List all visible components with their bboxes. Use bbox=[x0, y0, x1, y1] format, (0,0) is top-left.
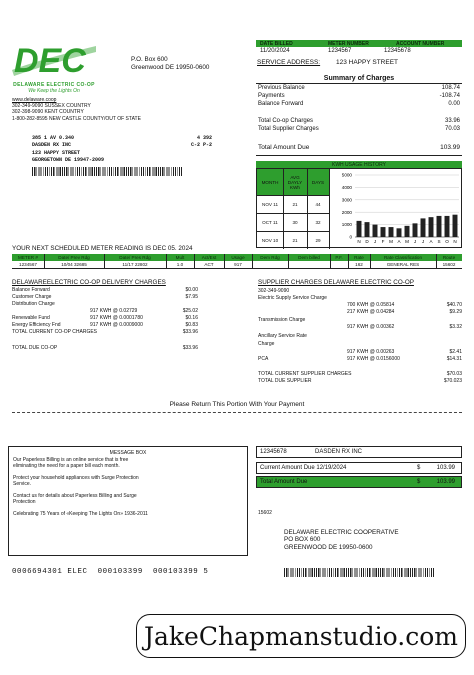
date-billed-label: DATE BILLED bbox=[260, 40, 293, 47]
chart-bar bbox=[357, 221, 362, 237]
meter-col: Rate bbox=[354, 255, 364, 260]
supplier-charges-section bbox=[258, 279, 462, 419]
chart-bar bbox=[453, 215, 458, 237]
chart-x-tick-label: D bbox=[365, 239, 369, 244]
coop-charge-row: Balance Forward $0.00 bbox=[12, 287, 198, 294]
supplier-phone: 302-349-9090 bbox=[258, 288, 290, 294]
meter-col: Dem Rdg bbox=[260, 255, 280, 260]
chart-bar bbox=[437, 216, 442, 237]
usage-row: NOV 11 21 44 bbox=[257, 195, 329, 213]
supplier-line-label: Charge bbox=[258, 341, 275, 347]
chart-bar bbox=[389, 227, 394, 237]
summary-total bbox=[258, 144, 460, 153]
supplier-total-due-value: $70.023 bbox=[443, 378, 462, 384]
chart-x-tick-label: F bbox=[381, 239, 385, 244]
usage-row: OCT 11 30 32 bbox=[257, 213, 329, 231]
chart-bar bbox=[365, 222, 370, 237]
coop-total-current-label: TOTAL CURRENT CO-OP CHARGES bbox=[12, 329, 98, 336]
chart-bar bbox=[413, 223, 418, 237]
meter-col: Date/ Prev Rdg bbox=[58, 255, 90, 260]
chart-x-tick-label: N bbox=[357, 239, 361, 244]
meter-table-row: 1234567 10/04 32685 11/17 22802 1.0 ACT 917 162 GENERAL RES 15602 bbox=[12, 261, 462, 269]
stub-payee-address bbox=[284, 529, 399, 551]
chart-y-tick-label: 4000 bbox=[341, 185, 352, 190]
coop-total-due-label: TOTAL DUE CO-OP bbox=[12, 345, 58, 352]
message-paragraph: Our Paperless Billing is an online service that is free eliminating the need for a paper bill each month. bbox=[13, 457, 129, 469]
chart-bar bbox=[405, 226, 410, 237]
usage-history-title: KWH USAGE HISTORY bbox=[332, 161, 386, 168]
chart-x-tick-label: A bbox=[429, 239, 433, 244]
meter-col: Act/Est bbox=[201, 255, 217, 260]
summary-row: Total Supplier Charges 70.03 bbox=[258, 126, 460, 132]
supplier-line-label: PCA bbox=[258, 356, 269, 362]
date-billed-value: 11/20/2024 bbox=[260, 48, 290, 54]
supplier-line-detail: 917 KWH @ 0.00362 bbox=[347, 324, 395, 330]
meter-col: Mult bbox=[175, 255, 185, 260]
stub-customer-name: DASDEN RX INC bbox=[315, 449, 363, 455]
phone-newcastle: 1-800-282-8595 NEW CASTLE COUNTY/OUT OF STATE bbox=[12, 115, 141, 122]
meter-col: Rate Classification bbox=[383, 255, 423, 260]
chart-bar bbox=[373, 225, 378, 237]
contact-info bbox=[12, 97, 141, 122]
message-box bbox=[8, 446, 248, 556]
summary-balance-rows bbox=[258, 85, 460, 113]
coop-charge-label: Renewable Fund bbox=[12, 315, 50, 322]
meter-number-label: METER NUMBER bbox=[328, 40, 369, 47]
usage-col-month: MONTH bbox=[261, 179, 279, 185]
coop-charge-row: Distribution Charge bbox=[12, 301, 55, 308]
meter-col: Usage bbox=[231, 255, 245, 260]
payee-line2: PO BOX 600 bbox=[284, 536, 321, 544]
chart-x-tick-label: J bbox=[373, 239, 377, 244]
summary-row: Previous Balance 108.74 bbox=[258, 85, 460, 91]
chart-y-tick-label: 3000 bbox=[341, 197, 352, 203]
chart-y-tick-label: 5000 bbox=[341, 172, 352, 178]
company-logo bbox=[8, 40, 100, 96]
coop-charges-title: DELAWAREELECTRIC CO-OP DELIVERY CHARGES bbox=[12, 279, 166, 286]
mail-name: DASDEN RX INC bbox=[32, 142, 72, 149]
phone-sussex: 302-349-9090 SUSSEX COUNTRY bbox=[12, 103, 91, 110]
supplier-line-value: $2.41 bbox=[449, 349, 462, 355]
mail-code1: 385 1 AV 0.340 bbox=[32, 135, 75, 141]
chart-x-tick-label: M bbox=[389, 239, 393, 244]
chart-bar bbox=[429, 217, 434, 237]
payee-line3: GREENWOOD DE 19950-0600 bbox=[284, 543, 373, 551]
coop-charges-section bbox=[12, 279, 244, 355]
supplier-line-value: $40.70 bbox=[446, 302, 462, 308]
watermark-text: JakeChapmanstudio.com bbox=[143, 621, 458, 651]
return-portion-notice: Please Return This Portion With Your Payment bbox=[169, 401, 305, 408]
total-amount-label: Total Amount Due bbox=[258, 144, 310, 151]
chart-bar bbox=[397, 228, 402, 237]
stub-currency: $ bbox=[417, 465, 421, 471]
bill-header-bar bbox=[256, 40, 462, 47]
chart-x-tick-label: A bbox=[397, 239, 401, 244]
account-number-value: 12345678 bbox=[384, 48, 411, 54]
supplier-line-detail: 917 KWH @ 0.0156000 bbox=[347, 356, 400, 362]
supplier-total-current-label: TOTAL CURRENT SUPPLIER CHARGES bbox=[258, 371, 352, 377]
watermark-box bbox=[136, 614, 466, 658]
usage-col-days: DAYS bbox=[311, 179, 325, 185]
message-paragraph: Protect your household appliances with Surge Protection Service. bbox=[13, 475, 139, 487]
supplier-charges-title: SUPPLIER CHARGES DELAWARE ELECTRIC CO-OP bbox=[258, 279, 414, 286]
stub-current-due-box bbox=[256, 462, 462, 474]
mailing-address bbox=[32, 135, 212, 165]
summary-row: Total Co-op Charges 33.96 bbox=[258, 118, 460, 124]
usage-bar-chart bbox=[331, 171, 461, 248]
mail-code2: 4 392 bbox=[196, 135, 212, 141]
stub-barcode bbox=[284, 568, 434, 577]
chart-y-tick-label: 2000 bbox=[341, 209, 352, 215]
stub-currency: $ bbox=[417, 479, 421, 485]
supplier-line-label: Ancillary Service Rate bbox=[258, 333, 307, 339]
chart-x-tick-label: S bbox=[437, 239, 441, 244]
logo-company: DELAWARE ELECTRIC CO-OP bbox=[13, 82, 95, 88]
supplier-line-value: $9.29 bbox=[449, 309, 462, 315]
usage-table-header bbox=[257, 169, 329, 195]
supplier-line-value: $14.31 bbox=[446, 356, 462, 362]
summary-bottom-divider bbox=[256, 155, 462, 156]
message-box-title: MESSAGE BOX bbox=[109, 450, 147, 456]
meter-col: Route bbox=[442, 255, 456, 260]
service-address-value: 123 HAPPY STREET bbox=[336, 59, 399, 66]
coop-charge-value: $0.16 bbox=[185, 315, 198, 322]
supplier-line-value: $3.32 bbox=[449, 324, 462, 330]
payee-line1: DELAWARE ELECTRIC COOPERATIVE bbox=[284, 529, 399, 536]
coop-charge-detail: 917 KWH @ 0.02729 bbox=[90, 308, 138, 315]
remit-address bbox=[131, 56, 209, 72]
chart-x-tick-label: J bbox=[421, 239, 425, 244]
remit-line2: Greenwood DE 19950-0600 bbox=[131, 64, 210, 71]
total-amount-value: 103.99 bbox=[440, 144, 460, 151]
ocr-scanline: 0006694301 ELEC 000103399 000103399 5 bbox=[12, 568, 209, 576]
meter-number-value: 1234567 bbox=[328, 48, 352, 54]
supplier-line-detail: 700 KWH @ 0.05814 bbox=[347, 302, 395, 308]
coop-charge-detail: 917 KWH @ 0.0009000 bbox=[90, 322, 143, 329]
logo-text: DEC bbox=[14, 42, 86, 80]
logo-tagline: We Keep the Lights On bbox=[28, 88, 80, 94]
coop-total-due-value: $33.96 bbox=[182, 345, 198, 352]
mail-code3: C-2 P-2 bbox=[190, 142, 212, 149]
stub-total-due-value: 103.99 bbox=[436, 479, 455, 485]
usage-history-box bbox=[256, 168, 462, 248]
mail-city: GEORGETOWN DE 19947-2009 bbox=[32, 157, 105, 164]
chart-x-tick-label: O bbox=[445, 239, 449, 244]
tear-line bbox=[12, 412, 462, 413]
phone-kent: 302-398-9090 KENT COUNTRY bbox=[12, 109, 84, 116]
mail-street: 123 HAPPY STREET bbox=[32, 149, 81, 156]
website-link[interactable]: www.delaware.coop bbox=[12, 97, 57, 103]
usage-row: NOV 10 21 29 bbox=[257, 231, 329, 249]
meter-table-header bbox=[12, 254, 462, 261]
summary-row: Balance Forward 0.00 bbox=[258, 101, 460, 107]
supplier-line-label: Transmission Charge bbox=[258, 317, 306, 323]
chart-bar bbox=[381, 227, 386, 237]
stub-route: 15602 bbox=[258, 510, 272, 516]
supplier-line-detail: 217 KWH @ 0.04284 bbox=[347, 309, 395, 315]
chart-y-tick-label: 1000 bbox=[341, 222, 352, 228]
coop-charge-label: Energy Efficiency Fnd bbox=[12, 322, 61, 329]
postal-barcode bbox=[32, 167, 182, 176]
usage-col-avg: AVG DAYLY KWh bbox=[287, 174, 303, 190]
next-reading-notice: YOUR NEXT SCHEDULED METER READING IS DEC 05. 2024 bbox=[12, 245, 193, 252]
summary-charge-rows bbox=[258, 118, 460, 136]
message-paragraph: Celebrating 75 Years of «Keeping The Lights On» 1936-2011 bbox=[13, 511, 148, 517]
coop-charge-value: $0.83 bbox=[185, 322, 198, 329]
chart-x-tick-label: J bbox=[413, 239, 417, 244]
coop-charge-detail: 917 KWH @ 0.0001780 bbox=[90, 315, 143, 322]
chart-x-tick-label: N bbox=[453, 239, 457, 244]
meter-col: Dem billed bbox=[298, 255, 320, 260]
stub-current-due-label: Current Amount Due 12/19/2024 bbox=[260, 465, 347, 471]
supplier-total-due-label: TOTAL DUE SUPPLIER bbox=[258, 378, 312, 384]
chart-y-tick-label: 0 bbox=[349, 234, 352, 240]
summary-divider bbox=[256, 83, 462, 84]
meter-col: METER # bbox=[18, 255, 38, 260]
service-address-label: SERVICE ADDRESS: bbox=[257, 59, 321, 66]
meter-col: P.F. bbox=[335, 255, 343, 260]
stub-total-due-box bbox=[256, 476, 462, 488]
coop-charge-value: $25.02 bbox=[182, 308, 198, 315]
message-paragraph: Contact us for details about Paperless Billing and Surge Protection bbox=[13, 493, 137, 505]
stub-account-number: 12345678 bbox=[260, 449, 287, 455]
chart-bar bbox=[445, 216, 450, 237]
stub-total-due-label: Total Amount Due bbox=[260, 479, 308, 485]
chart-x-tick-label: M bbox=[405, 239, 409, 244]
remit-line1: P.O. Box 600 bbox=[131, 56, 168, 63]
account-number-label: ACCOUNT NUMBER bbox=[396, 40, 445, 47]
meter-col: Date/ Pres Rdg bbox=[119, 255, 151, 260]
summary-row: Payments -108.74 bbox=[258, 93, 460, 99]
supplier-line-detail: 917 KWH @ 0.00263 bbox=[347, 349, 395, 355]
stub-current-due-value: 103.99 bbox=[436, 465, 455, 471]
stub-account-box bbox=[256, 446, 462, 458]
supplier-total-current-value: $70.03 bbox=[446, 371, 462, 377]
supplier-line-label: Electric Supply Service Charge bbox=[258, 295, 327, 301]
coop-charge-row: Customer Charge $7.95 bbox=[12, 294, 198, 301]
summary-title: Summary of Charges bbox=[323, 75, 395, 82]
logo-graphic bbox=[8, 40, 100, 80]
chart-bar bbox=[421, 218, 426, 237]
usage-history-header bbox=[256, 161, 462, 168]
coop-total-current-value: $33.96 bbox=[182, 329, 198, 336]
